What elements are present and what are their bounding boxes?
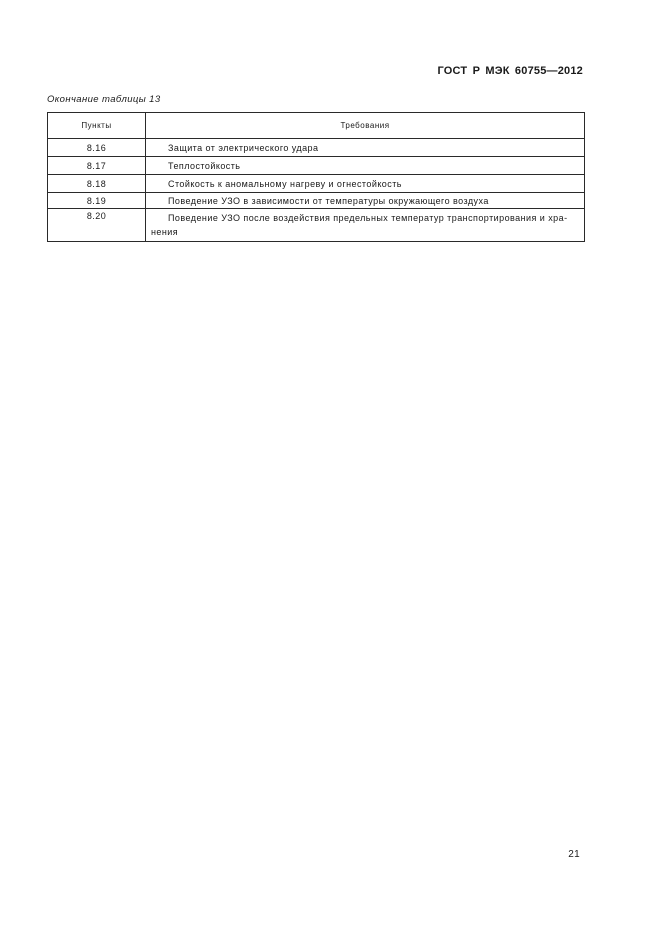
document-code-header: ГОСТ Р МЭК 60755—2012 [437, 65, 583, 77]
table-caption: Окончание таблицы 13 [47, 94, 161, 105]
requirement-cell [146, 139, 585, 157]
requirement-cell [146, 209, 585, 242]
requirement-text-line-2: нения [151, 227, 179, 237]
requirement-cell [146, 157, 585, 175]
clause-number: 8.16 [48, 139, 146, 157]
requirements-table [47, 112, 585, 242]
clause-number: 8.19 [48, 193, 146, 209]
page-number: 21 [568, 849, 580, 860]
requirement-text: Стойкость к аномальному нагреву и огнестойкость [168, 178, 402, 189]
requirement-cell [146, 175, 585, 193]
requirement-text: Защита от электрического удара [168, 142, 319, 153]
table-row [48, 157, 585, 175]
requirement-cell [146, 193, 585, 209]
table-row [48, 139, 585, 157]
clause-number: 8.18 [48, 175, 146, 193]
column-header-requirements: Требования [146, 113, 585, 139]
column-header-clauses: Пункты [48, 113, 146, 139]
clause-number: 8.20 [48, 209, 146, 242]
table-row [48, 193, 585, 209]
table-row [48, 175, 585, 193]
clause-number: 8.17 [48, 157, 146, 175]
table-row [48, 209, 585, 242]
requirement-text: Теплостойкость [168, 160, 241, 171]
requirement-text-line-1: Поведение УЗО после воздействия предельных температур транспортирования и хра- [168, 213, 568, 223]
requirement-text: Поведение УЗО в зависимости от температуры окружающего воздуха [168, 195, 489, 206]
table-header-row [48, 113, 585, 139]
